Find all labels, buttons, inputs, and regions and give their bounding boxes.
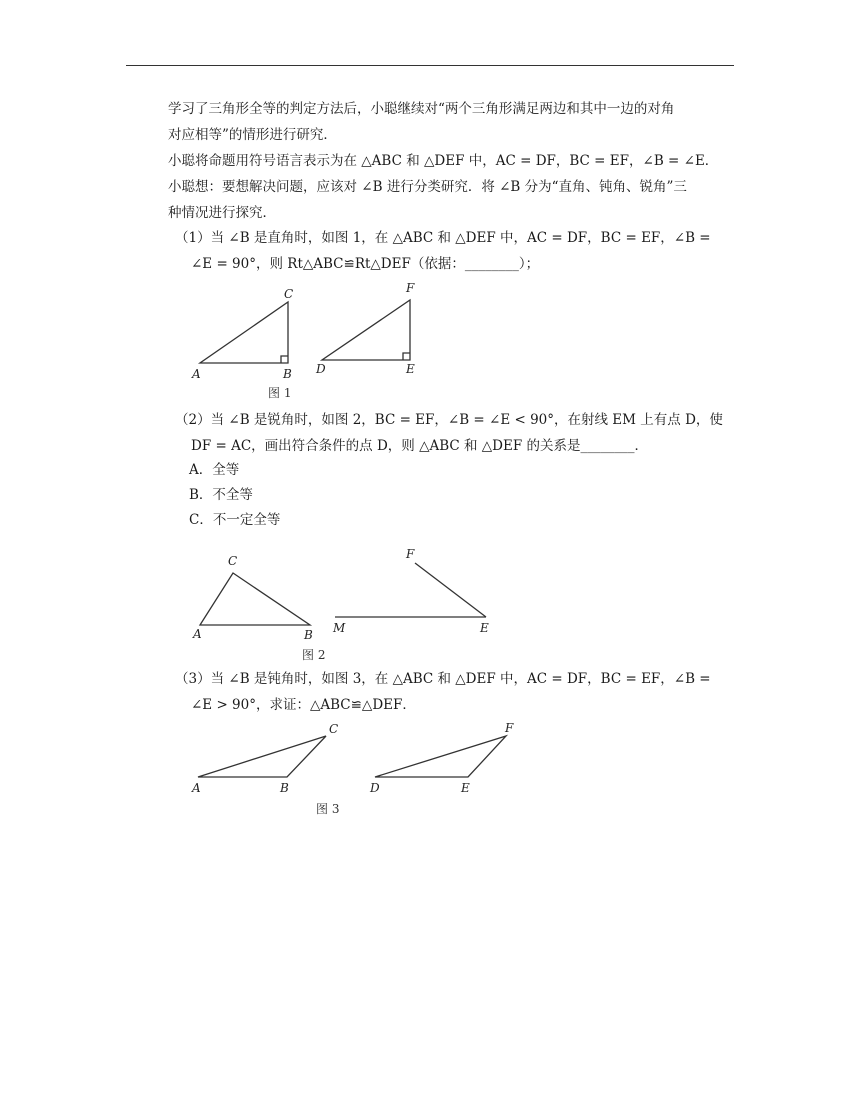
option-c: C．不一定全等 [189,512,281,528]
part3-line-2: ∠E > 90°，求证：△ABC≌△DEF． [191,697,416,713]
part1-line-2: ∠E = 90°，则 Rt△ABC≌Rt△DEF（依据：________）； [191,256,540,272]
classification-line-1: 小聪想：要想解决问题，应该对 ∠B 进行分类研究．将 ∠B 分为“直角、钝角、锐角”三 [168,179,687,195]
label-e: E [461,781,470,795]
label-b: B [283,367,292,381]
label-c: C [329,722,339,736]
label-c: C [228,554,238,568]
part2-line-1: （2）当 ∠B 是锐角时，如图 2，BC = EF，∠B = ∠E < 90°，在射线 EM 上有点 D，使 [175,412,723,428]
label-b: B [304,628,313,642]
triangle-abc-obtuse [198,736,326,777]
figure-1-caption: 图 1 [268,386,292,400]
triangle-abc-acute [200,573,310,625]
part2-line-2: DF = AC，画出符合条件的点 D，则 △ABC 和 △DEF 的关系是________． [191,438,649,454]
triangle-abc-right [200,302,288,363]
option-a: A．全等 [189,462,240,478]
header-rule [126,65,734,66]
right-angle-mark-e [403,353,410,360]
label-a: A [193,627,202,641]
label-e: E [406,362,415,376]
triangle-def-obtuse [375,736,506,777]
label-f: F [406,281,415,295]
part3-line-1: （3）当 ∠B 是钝角时，如图 3，在 △ABC 和 △DEF 中，AC = DF，BC = EF，∠B = [175,671,711,687]
label-b: B [280,781,289,795]
figure-2-caption: 图 2 [302,648,326,662]
label-e: E [480,621,489,635]
option-b: B．不全等 [189,487,253,503]
label-f: F [406,547,415,561]
label-f: F [505,721,514,735]
intro-line-2: 对应相等”的情形进行研究． [168,127,337,143]
label-m: M [333,621,346,635]
part1-line-1: （1）当 ∠B 是直角时，如图 1，在 △ABC 和 △DEF 中，AC = DF，BC = EF，∠B = [175,230,711,246]
figure-3 [190,718,530,823]
intro-line-1: 学习了三角形全等的判定方法后，小聪继续对“两个三角形满足两边和其中一边的对角 [168,101,675,117]
right-angle-mark-b [281,356,288,363]
label-c: C [284,287,294,301]
label-d: D [370,781,380,795]
segment-ef [415,563,486,617]
figure-3-caption: 图 3 [316,802,340,816]
label-a: A [192,367,201,381]
triangle-def-right [322,300,410,360]
proposition-line: 小聪将命题用符号语言表示为在 △ABC 和 △DEF 中，AC = DF，BC = EF，∠B = ∠E． [168,153,719,169]
classification-line-2: 种情况进行探究． [168,205,276,221]
figure-2 [190,545,510,665]
label-a: A [192,781,201,795]
label-d: D [316,362,326,376]
figure-1 [190,280,440,405]
